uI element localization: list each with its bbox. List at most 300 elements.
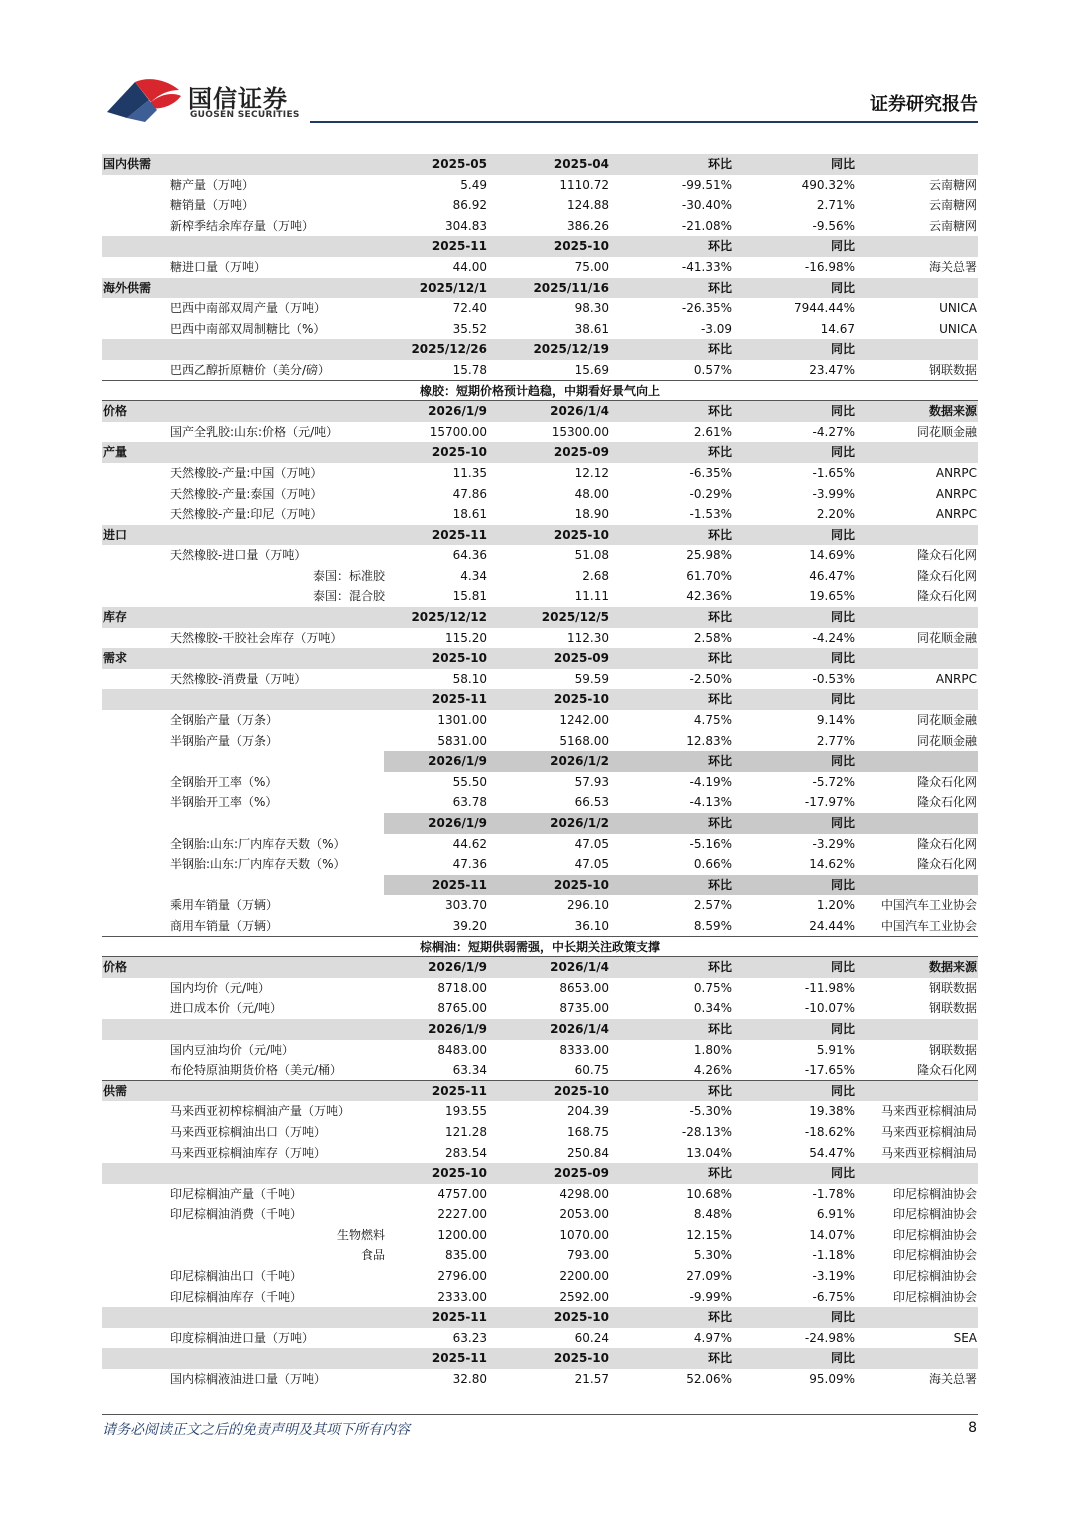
data-source: ANRPC [935,671,977,686]
value-previous: 47.05 [574,857,609,872]
value-mom: 环比 [707,1351,732,1366]
value-mom: 环比 [707,610,732,625]
value-yoy: -24.98% [804,1330,855,1345]
period-header-row [102,1019,978,1040]
value-previous: 2025/12/19 [533,342,609,357]
value-previous: 2025-10 [553,1083,609,1098]
header-divider [310,121,978,123]
row-label: 马来西亚初榨棕榈油产量（万吨） [170,1104,351,1119]
value-previous: 8333.00 [559,1042,609,1057]
table-row [102,566,978,587]
value-current: 15.78 [452,362,487,377]
data-source: ANRPC [935,507,977,522]
value-mom: 环比 [707,280,732,295]
category-label: 需求 [103,651,128,666]
value-previous: 2026/1/4 [550,404,609,419]
period-header-row [102,278,978,299]
value-mom: 42.36% [686,589,732,604]
data-source: 数据来源 [928,404,977,419]
value-current: 8765.00 [437,1001,487,1016]
value-previous: 250.84 [567,1145,609,1160]
data-source: UNICA [939,321,977,336]
value-yoy: -11.98% [804,980,855,995]
value-yoy: 同比 [830,404,855,419]
value-current: 2227.00 [437,1207,487,1222]
value-previous: 2025-09 [553,445,609,460]
value-current: 2025/12/12 [411,610,487,625]
value-mom: 4.97% [693,1330,732,1345]
table-row [102,422,978,443]
data-source: 印尼棕榈油协会 [892,1227,977,1242]
value-mom: 4.75% [693,713,732,728]
table-row [102,1287,978,1308]
value-mom: -6.35% [689,465,732,480]
row-label: 全钢胎开工率（%） [170,774,278,789]
value-previous: 2025-09 [553,651,609,666]
value-yoy: -9.56% [812,218,855,233]
data-source: 海关总署 [928,1372,977,1387]
section-title: 橡胶：短期价格预计趋稳，中期看好景气向上 [419,383,660,398]
value-previous: 47.05 [574,836,609,851]
data-source: 隆众石化网 [916,1063,977,1078]
row-label: 半钢胎产量（万条） [170,733,279,748]
value-yoy: -3.29% [812,836,855,851]
data-source: 云南糖网 [928,177,977,192]
row-label: 天然橡胶-产量:泰国（万吨） [170,486,323,501]
value-current: 2025/12/26 [411,342,487,357]
period-header-row [102,1163,978,1184]
value-mom: 2.61% [693,424,732,439]
table-row [102,216,978,237]
value-previous: 204.39 [567,1104,609,1119]
value-previous: 296.10 [567,898,609,913]
value-previous: 2025/11/16 [533,280,609,295]
table-row [102,1060,978,1081]
value-previous: 18.90 [574,507,609,522]
period-header-row [102,875,978,896]
value-mom: -0.29% [689,486,732,501]
value-current: 2025-11 [431,692,487,707]
value-current: 283.54 [445,1145,487,1160]
data-source: ANRPC [935,465,977,480]
value-mom: -5.16% [689,836,732,851]
row-label: 新榨季结余库存量（万吨） [170,218,315,233]
value-mom: 环比 [707,816,732,830]
value-yoy: 46.47% [809,568,855,583]
sub-item-label: 食品 [360,1248,385,1263]
value-yoy: 6.91% [816,1207,855,1222]
sub-item-label: 生物燃料 [336,1227,385,1242]
value-yoy: -3.99% [812,486,855,501]
period-header-row [102,1081,978,1102]
period-header-row [102,154,978,175]
value-mom: 27.09% [686,1269,732,1284]
period-header-row [102,607,978,628]
value-current: 44.62 [452,836,487,851]
value-yoy: 同比 [830,651,855,666]
value-current: 2796.00 [437,1269,487,1284]
row-label: 国内棕榈液油进口量（万吨） [170,1372,327,1387]
value-previous: 57.93 [574,774,609,789]
data-source: 隆众石化网 [916,548,977,563]
period-header-row [102,339,978,360]
value-previous: 4298.00 [559,1186,609,1201]
value-current: 2025-11 [431,877,487,892]
value-yoy: 同比 [830,527,855,542]
row-label: 巴西中南部双周产量（万吨） [170,301,327,316]
value-yoy: 1.20% [816,898,855,913]
category-label: 库存 [103,610,128,625]
section-title-row [102,937,978,958]
data-source: 同花顺金融 [916,713,977,728]
value-current: 2026/1/9 [428,816,487,830]
value-previous: 793.00 [567,1248,609,1263]
value-mom: -4.13% [689,795,732,810]
data-source: 同花顺金融 [916,733,977,748]
data-source: 钢联数据 [928,980,977,995]
table-row [102,1101,978,1122]
data-source: 海关总署 [928,259,977,274]
value-current: 2025-11 [431,239,487,254]
value-yoy: 同比 [830,1310,855,1325]
page-header [0,0,1080,130]
table-row [102,772,978,793]
period-header-row [102,1348,978,1369]
value-current: 64.36 [452,548,487,563]
value-mom: 环比 [707,239,732,254]
value-mom: 环比 [707,651,732,666]
table-row [102,319,978,340]
table-row [102,916,978,937]
value-previous: 48.00 [574,486,609,501]
value-mom: -99.51% [681,177,732,192]
value-current: 18.61 [452,507,487,522]
value-mom: 5.30% [693,1248,732,1263]
value-yoy: 24.44% [809,918,855,933]
row-label: 印尼棕榈油产量（千吨） [170,1186,303,1201]
value-yoy: 同比 [830,1021,855,1036]
value-yoy: 同比 [830,610,855,625]
value-yoy: 同比 [830,239,855,254]
value-mom: 13.04% [686,1145,732,1160]
data-source: 隆众石化网 [916,774,977,789]
value-mom: 52.06% [686,1372,732,1387]
period-header-row [102,751,978,772]
value-mom: -2.50% [689,671,732,686]
table-row [102,545,978,566]
section-title: 棕榈油：短期供弱需强，中长期关注政策支撑 [419,939,660,954]
value-previous: 386.26 [567,218,609,233]
value-mom: 1.80% [693,1042,732,1057]
value-mom: 环比 [707,445,732,460]
value-mom: 环比 [707,960,732,975]
row-label: 糖进口量（万吨） [170,259,267,274]
value-current: 15700.00 [429,424,487,439]
value-yoy: 23.47% [809,362,855,377]
value-current: 2025-10 [431,445,487,460]
value-yoy: 2.71% [816,198,855,213]
value-yoy: 同比 [830,960,855,975]
row-label: 天然橡胶-消费量（万吨） [170,671,307,686]
table-row [102,834,978,855]
value-current: 55.50 [452,774,487,789]
data-source: 马来西亚棕榈油局 [880,1145,977,1160]
category-label: 国内供需 [103,157,152,171]
value-previous: 2025-04 [553,157,609,171]
data-source: ANRPC [935,486,977,501]
table-row [102,1184,978,1205]
value-yoy: -0.53% [812,671,855,686]
value-mom: 环比 [707,1083,732,1098]
table-row [102,1040,978,1061]
value-current: 2026/1/9 [428,404,487,419]
value-yoy: 2.20% [816,507,855,522]
value-previous: 2025-10 [553,239,609,254]
value-previous: 2026/1/2 [550,754,609,769]
value-previous: 168.75 [567,1124,609,1139]
value-previous: 2025-10 [553,1310,609,1325]
value-mom: 0.75% [693,980,732,995]
data-source: 马来西亚棕榈油局 [880,1124,977,1139]
value-mom: 12.15% [686,1227,732,1242]
data-source: 隆众石化网 [916,836,977,851]
data-source: 隆众石化网 [916,589,977,604]
table-row [102,669,978,690]
table-row [102,1204,978,1225]
value-previous: 21.57 [574,1372,609,1387]
value-previous: 38.61 [574,321,609,336]
row-label: 天然橡胶-产量:中国（万吨） [170,465,323,480]
row-label: 进口成本价（元/吨） [170,1001,283,1016]
table-row [102,463,978,484]
category-label: 进口 [103,527,128,542]
category-label: 供需 [103,1083,128,1098]
value-current: 47.36 [452,857,487,872]
table-row [102,1143,978,1164]
value-current: 1301.00 [437,713,487,728]
period-header-row [102,813,978,834]
value-previous: 15300.00 [551,424,609,439]
category-label: 价格 [103,960,128,975]
value-yoy: 同比 [830,1166,855,1181]
row-label: 天然橡胶-干胶社会库存（万吨） [170,630,343,645]
value-previous: 36.10 [574,918,609,933]
value-current: 4.34 [460,568,487,583]
data-source: 印尼棕榈油协会 [892,1207,977,1222]
value-previous: 15.69 [574,362,609,377]
value-yoy: -16.98% [804,259,855,274]
value-mom: -5.30% [689,1104,732,1119]
value-yoy: 同比 [830,445,855,460]
data-source: 云南糖网 [928,218,977,233]
value-yoy: 14.67 [820,321,855,336]
table-row [102,504,978,525]
value-current: 304.83 [445,218,487,233]
data-source: 隆众石化网 [916,568,977,583]
data-source: 云南糖网 [928,198,977,213]
table-row [102,854,978,875]
value-yoy: -1.78% [812,1186,855,1201]
value-current: 39.20 [452,918,487,933]
value-previous: 2026/1/4 [550,1021,609,1036]
value-previous: 8735.00 [559,1001,609,1016]
value-yoy: 同比 [830,692,855,707]
guosen-logo-icon [105,78,185,124]
row-label: 印尼棕榈油出口（千吨） [170,1269,303,1284]
data-source: 钢联数据 [928,1042,977,1057]
value-mom: 12.83% [686,733,732,748]
value-mom: 环比 [707,877,732,892]
value-current: 1200.00 [437,1227,487,1242]
report-type-label: 证券研究报告 [870,94,978,115]
data-source: 数据来源 [928,960,977,975]
value-previous: 51.08 [574,548,609,563]
value-mom: 2.58% [693,630,732,645]
value-yoy: 同比 [830,877,855,892]
value-mom: -1.53% [689,507,732,522]
value-mom: 环比 [707,342,732,357]
table-row [102,1245,978,1266]
value-mom: -21.08% [681,218,732,233]
table-row [102,895,978,916]
value-yoy: -5.72% [812,774,855,789]
category-label: 产量 [103,445,128,460]
value-previous: 2025-10 [553,527,609,542]
value-yoy: -18.62% [804,1124,855,1139]
data-source: 印尼棕榈油协会 [892,1289,977,1304]
value-current: 63.78 [452,795,487,810]
value-current: 2025/12/1 [419,280,487,295]
value-current: 8483.00 [437,1042,487,1057]
value-mom: 61.70% [686,568,732,583]
value-yoy: 54.47% [809,1145,855,1160]
value-current: 2025-11 [431,1310,487,1325]
table-row [102,1369,978,1390]
value-previous: 2.68 [582,568,609,583]
period-header-row [102,236,978,257]
period-header-row [102,648,978,669]
value-yoy: 19.38% [809,1104,855,1119]
value-previous: 59.59 [574,671,609,686]
sub-item-label: 泰国：混合胶 [312,589,385,604]
data-source: 同花顺金融 [916,630,977,645]
value-current: 72.40 [452,301,487,316]
value-mom: 环比 [707,404,732,419]
table-row [102,1122,978,1143]
row-label: 国内豆油均价（元/吨） [170,1042,295,1057]
value-mom: -3.09 [700,321,732,336]
value-current: 2025-10 [431,651,487,666]
value-yoy: -1.65% [812,465,855,480]
data-source: 钢联数据 [928,362,977,377]
row-label: 马来西亚棕榈油库存（万吨） [170,1145,327,1160]
value-current: 4757.00 [437,1186,487,1201]
value-mom: 环比 [707,1310,732,1325]
data-source: 中国汽车工业协会 [880,918,977,933]
table-row [102,792,978,813]
value-current: 2333.00 [437,1289,487,1304]
row-label: 天然橡胶-进口量（万吨） [170,548,307,563]
section-title-row [102,381,978,402]
row-label: 印尼棕榈油消费（千吨） [170,1207,303,1222]
value-current: 2026/1/9 [428,754,487,769]
commodity-data-table [102,154,978,1390]
value-previous: 2025-10 [553,692,609,707]
value-yoy: 同比 [830,1083,855,1098]
value-yoy: 14.62% [809,857,855,872]
value-mom: 0.66% [693,857,732,872]
row-label: 马来西亚棕榈油出口（万吨） [170,1124,327,1139]
value-previous: 11.11 [574,589,609,604]
value-current: 193.55 [445,1104,487,1119]
value-mom: -26.35% [681,301,732,316]
value-previous: 2025-09 [553,1166,609,1181]
data-source: 马来西亚棕榈油局 [880,1104,977,1119]
value-yoy: -4.27% [812,424,855,439]
value-current: 2025-05 [431,157,487,171]
row-label: 国内均价（元/吨） [170,980,271,995]
value-mom: -30.40% [681,198,732,213]
value-yoy: -3.19% [812,1269,855,1284]
value-current: 15.81 [452,589,487,604]
value-previous: 2592.00 [559,1289,609,1304]
value-previous: 66.53 [574,795,609,810]
period-header-row [102,1307,978,1328]
value-mom: 0.57% [693,362,732,377]
value-current: 63.23 [452,1330,487,1345]
data-source: 印尼棕榈油协会 [892,1269,977,1284]
row-label: 商用车销量（万辆） [170,918,279,933]
value-yoy: 同比 [830,157,855,171]
value-previous: 60.24 [574,1330,609,1345]
value-previous: 2025-10 [553,1351,609,1366]
value-current: 2025-10 [431,1166,487,1181]
value-current: 2025-11 [431,1351,487,1366]
row-label: 国产全乳胶:山东:价格（元/吨） [170,424,339,439]
value-current: 2026/1/9 [428,960,487,975]
value-previous: 75.00 [574,259,609,274]
value-current: 121.28 [445,1124,487,1139]
value-yoy: 5.91% [816,1042,855,1057]
value-mom: 4.26% [693,1063,732,1078]
value-yoy: 14.07% [809,1227,855,1242]
value-mom: 环比 [707,1166,732,1181]
value-current: 115.20 [445,630,487,645]
value-mom: 环比 [707,157,732,171]
table-row [102,1225,978,1246]
period-header-row [102,689,978,710]
value-mom: 8.59% [693,918,732,933]
value-current: 58.10 [452,671,487,686]
value-mom: 10.68% [686,1186,732,1201]
value-previous: 2200.00 [559,1269,609,1284]
value-previous: 12.12 [574,465,609,480]
row-label: 印度棕榈油进口量（万吨） [170,1330,315,1345]
value-yoy: -17.65% [804,1063,855,1078]
category-label: 海外供需 [103,280,152,295]
value-current: 44.00 [452,259,487,274]
sub-item-label: 泰国：标准胶 [312,568,385,583]
table-row [102,998,978,1019]
value-yoy: -4.24% [812,630,855,645]
value-previous: 60.75 [574,1063,609,1078]
data-source: SEA [953,1330,977,1345]
table-row [102,1266,978,1287]
row-label: 糖产量（万吨） [170,177,255,192]
value-mom: -28.13% [681,1124,732,1139]
row-label: 天然橡胶-产量:印尼（万吨） [170,507,323,522]
row-label: 布伦特原油期货价格（美元/桶） [170,1063,343,1078]
